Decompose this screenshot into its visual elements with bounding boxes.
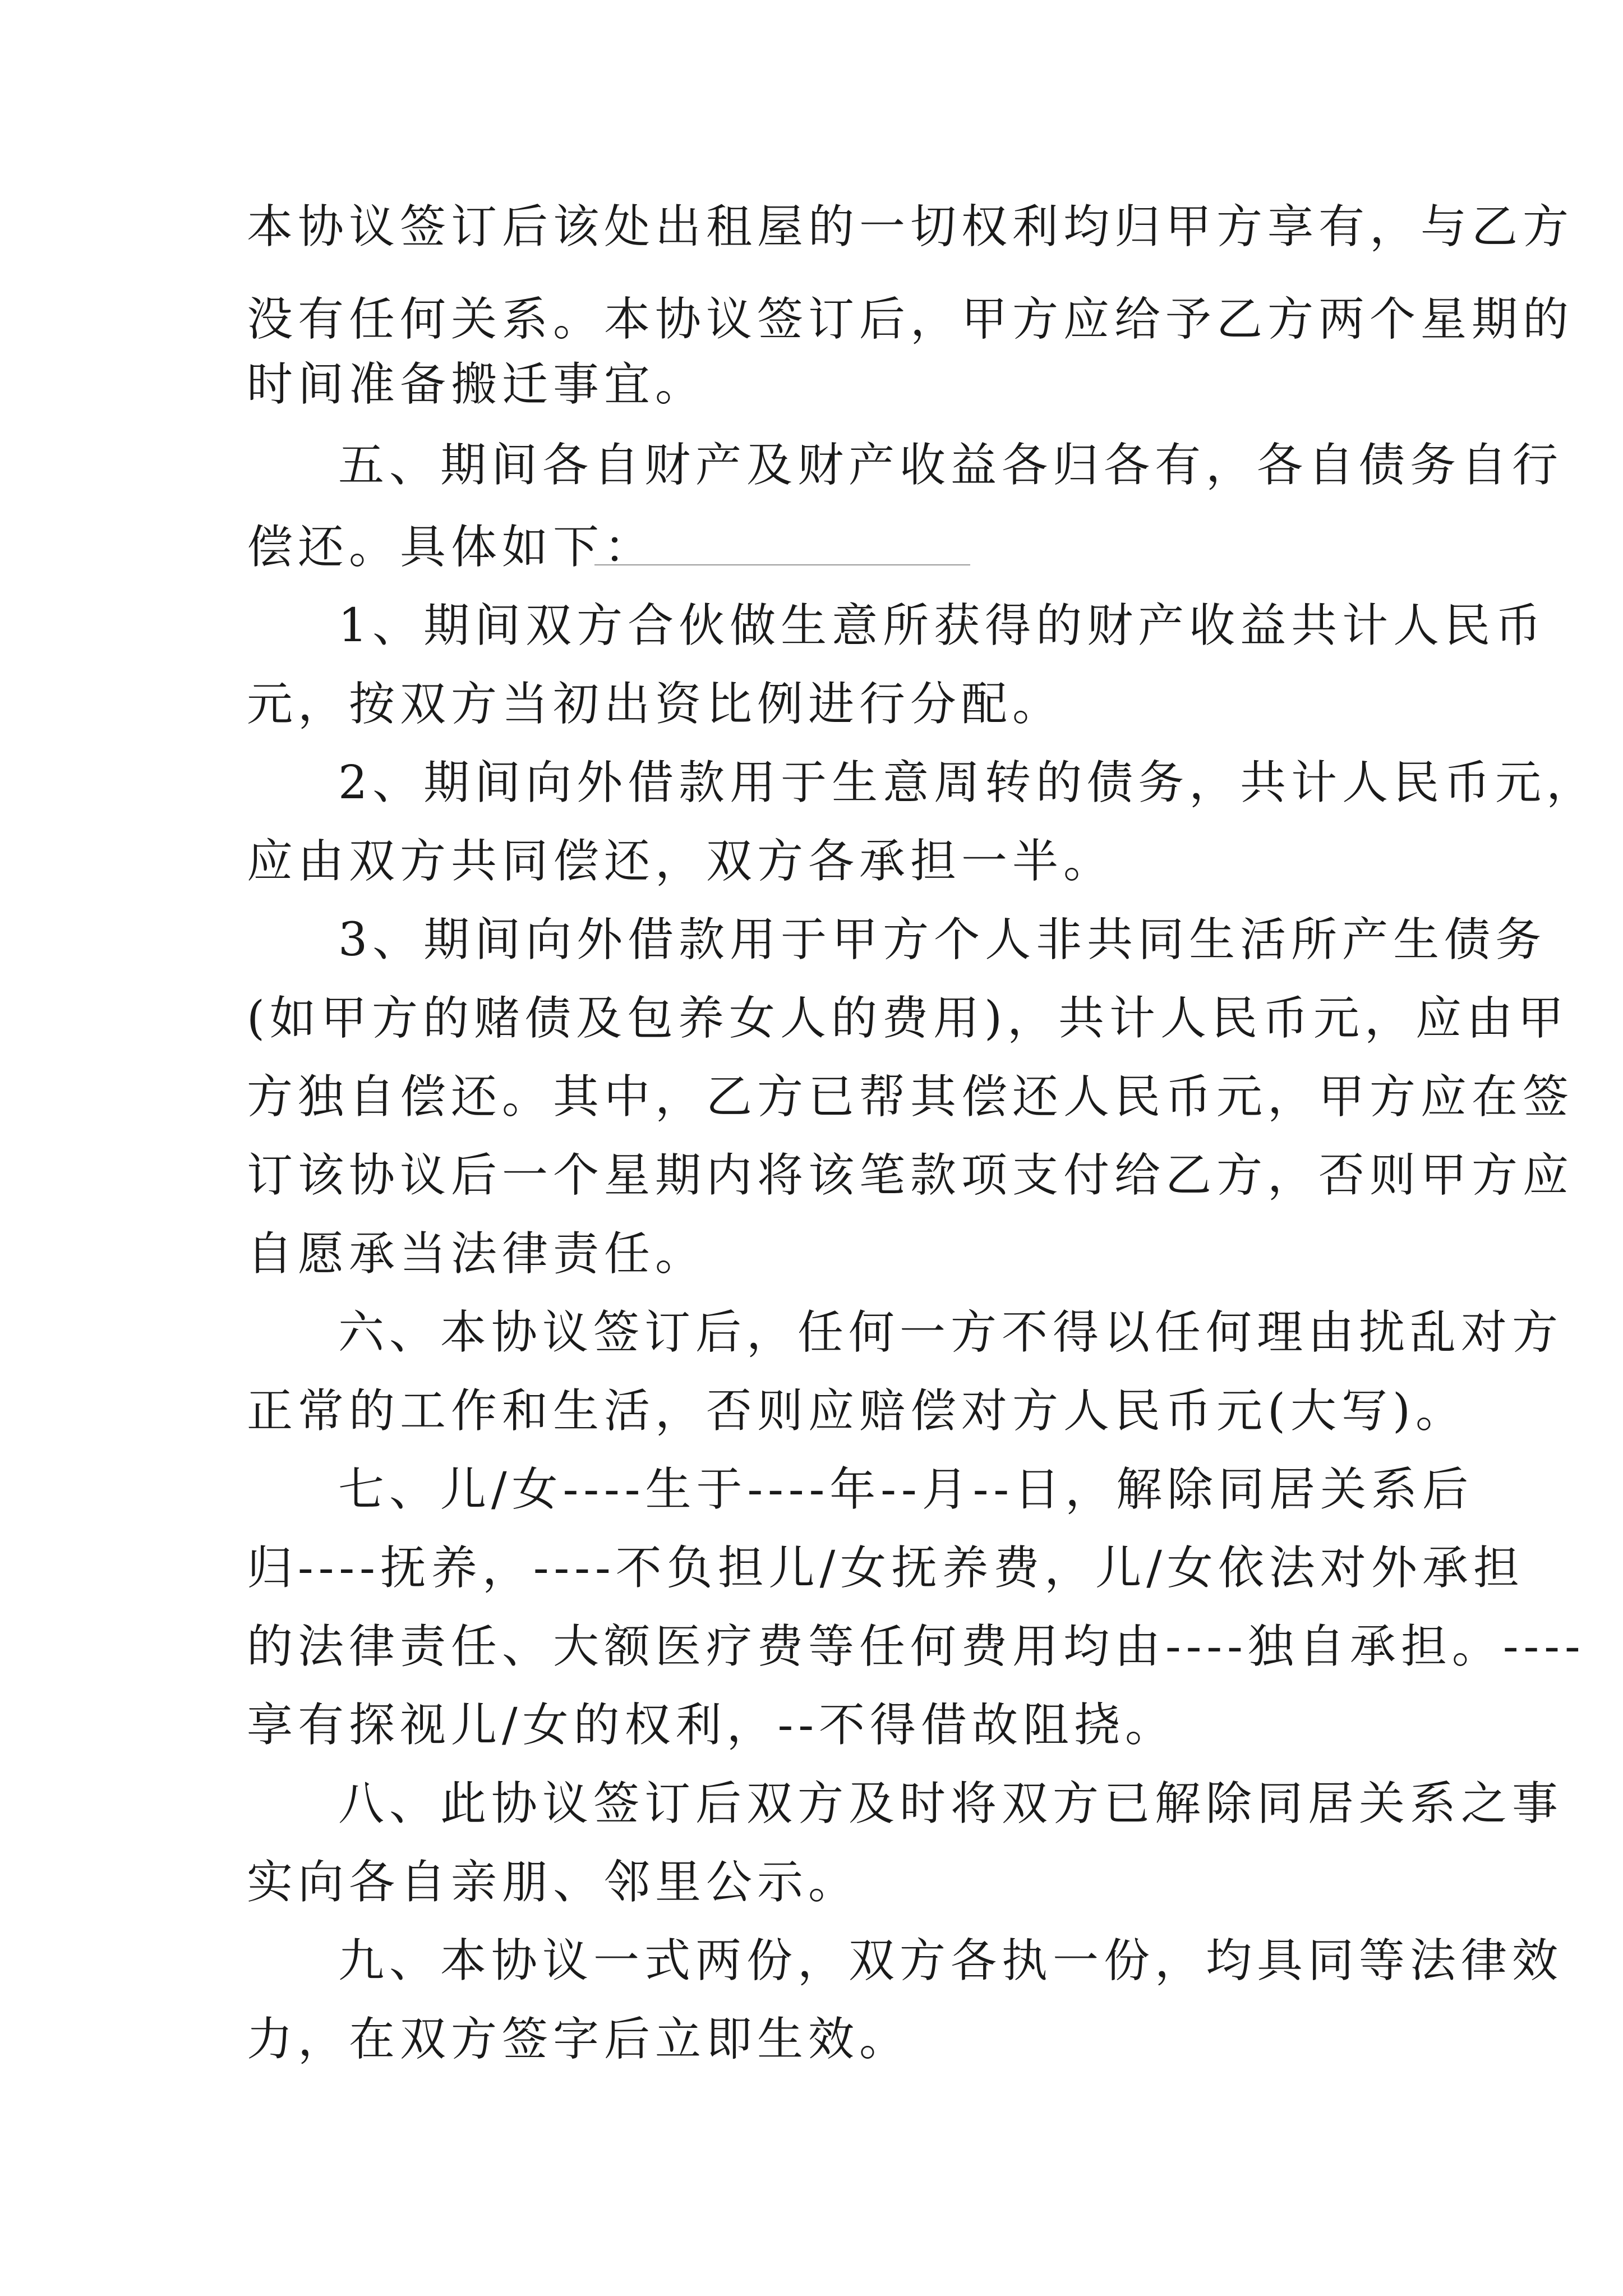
text-line: 正常的工作和生活，否则应赔偿对方人民币元(大写)。 — [247, 1384, 1467, 1438]
text-line: 本协议签订后该处出租屋的一切权利均归甲方享有，与乙方 — [247, 200, 1574, 254]
text-line: 元，按双方当初出资比例进行分配。 — [247, 678, 1064, 731]
list-item-1: 1、期间双方合伙做生意所获得的财产收益共计人民币 — [338, 599, 1547, 652]
section-heading-6: 六、本协议签订后，任何一方不得以任何理由扰乱对方 — [338, 1306, 1564, 1359]
section-heading-7: 七、儿/女----生于----年--月--日，解除同居关系后 — [338, 1463, 1474, 1516]
section-heading-9: 九、本协议一式两份，双方各执一份，均具同等法律效 — [338, 1934, 1564, 1987]
text-line: 方独自偿还。其中，乙方已帮其偿还人民币元，甲方应在签 — [247, 1070, 1574, 1124]
text-line: 的法律责任、大额医疗费等任何费用均由----独自承担。---- — [247, 1620, 1585, 1673]
text-line: 实向各自亲朋、邻里公示。 — [247, 1856, 860, 1909]
text-line: 应由双方共同偿还，双方各承担一半。 — [247, 835, 1115, 888]
text-line: 订该协议后一个星期内将该笔款项支付给乙方，否则甲方应 — [247, 1149, 1574, 1202]
text-line: 偿还。具体如下： — [247, 521, 656, 574]
section-heading-5: 五、期间各自财产及财产收益各归各有，各自债务自行 — [338, 439, 1564, 492]
list-item-2: 2、期间向外借款用于生意周转的债务，共计人民币元， — [338, 756, 1598, 809]
text-line: 自愿承当法律责任。 — [247, 1227, 707, 1281]
text-line: 享有探视儿/女的权利，--不得借故阻挠。 — [247, 1699, 1177, 1752]
list-item-3: 3、期间向外借款用于甲方个人非共同生活所产生债务 — [338, 913, 1547, 967]
text-line: 没有任何关系。本协议签订后，甲方应给予乙方两个星期的 — [247, 293, 1574, 346]
text-line: 归----抚养，----不负担儿/女抚养费，儿/女依法对外承担 — [247, 1542, 1524, 1595]
section-heading-8: 八、此协议签订后双方及时将双方已解除同居关系之事 — [338, 1777, 1564, 1830]
text-line: (如甲方的赌债及包养女人的费用)，共计人民币元，应由甲 — [247, 992, 1569, 1045]
fill-in-blank-line — [594, 564, 970, 565]
text-line: 力，在双方签字后立即生效。 — [247, 2013, 911, 2066]
text-line: 时间准备搬迁事宜。 — [247, 358, 707, 411]
